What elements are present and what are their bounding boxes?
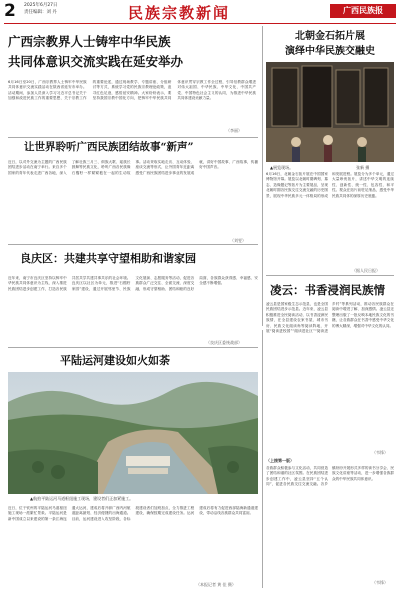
column-divider xyxy=(262,330,263,588)
masthead-rule xyxy=(4,23,396,24)
lead-article-credit: （李丽） xyxy=(226,128,242,133)
liangqing-headline: 良庆区：共建共享守望相助和谐家园 xyxy=(20,252,196,265)
section-divider xyxy=(8,347,258,348)
canal-credit: （本报记者 黄 佳 摄） xyxy=(196,582,236,587)
guangxi-voice-credit: （刘雯） xyxy=(230,238,246,243)
canal-aerial-photo xyxy=(8,372,258,494)
right-column-extra-body: 各族群众积极参与文化活动，共同营造了团结和谐的社区氛围。在民族团结进步创建工作中，凌云县坚持“五个认同”，促进各民族交往交流交融。各乡镇纷纷开展形式多样的读书分享会、民族文化讲座等活动，进一步增强各族群众的中华民族共同体意识。 xyxy=(266,466,394,487)
guangxi-voice-headline: 让世界聆听广西民族团结故事“新声” xyxy=(24,141,194,153)
liangqing-credit: （良庆区委统战部） xyxy=(206,340,242,345)
lead-article-body: 6月16日至20日，广西宗教界人士铸牢中华民族共同体意识交流实践活动在陕西省延安市举办。活动期间，参加人员深入学习习近平总书记关于加强和改进民族工作的重要思想、关于宗教工作的重要论述，通过现场教学、专题讲座、分组研讨等方式，系统学习党的民族宗教理论政策，追寻红色足迹，感悟延安精神。大家纷纷表示，要坚持我国宗教中国化方向，把铸牢中华民族共同体意识贯穿宗教工作全过程，引导信教群众增进对伟大祖国、中华民族、中华文化、中国共产党、中国特色社会主义的认同，为推进中华民族共同体建设贡献力量。 xyxy=(8,80,256,101)
exhibition-photo-caption: ▲展览现场。 xyxy=(270,165,294,170)
lead-headline-line1: 广西宗教界人士铸牢中华民族 xyxy=(8,34,171,49)
section-divider xyxy=(266,275,394,276)
lingyun-body: 凌云县是国家级生态示范县，也是全国民族团结进步示范县。近年来，凌云县积极推进全民阅读活动，以书香浸润民族情，在全县建设农家书屋、城市书房、民族文化阅读角等阅读阵地，开展“阅读进校园”“阅读进社区”“阅读进乡村”等系列活动，推动各民族群众在阅读中增进了解、加深感情。凌云县还整理出版了一批反映本地民族文化的书籍，让各族群众在书香中感受中华文化的博大精深，增强对中华文化的认同。 xyxy=(266,302,394,334)
section-divider xyxy=(8,244,258,245)
lead-headline-line2: 共同体意识交流实践在延安举办 xyxy=(8,54,184,69)
page-number: 2 xyxy=(4,1,16,21)
section-divider xyxy=(8,137,258,138)
exhibition-headline-line2: 演绎中华民族交融史 xyxy=(285,46,375,57)
canal-body: 近日，位于钦州的平陆运河马道枢纽施工现场一派繁忙景象。平陆运河是新中国成立以来建设的第一条江海连通大运河，建成后将开辟广西内河航道距离最短、经济便捷的出海通道。目前，运河建设进入攻坚阶段，各标段建设者们加班加点，全力推进工程建设，确保按期完成建设任务。运河建成后将有力促进西部陆海新通道建设，带动沿线各族群众共同富裕。 xyxy=(8,506,258,521)
exhibition-photo xyxy=(266,62,394,162)
exhibition-headline-line1: 北朝金石拓片展 xyxy=(295,31,365,42)
editor-credit: 责任编辑：刘 丹 xyxy=(24,10,57,15)
right-column-extra-credit: （韦锋） xyxy=(372,580,388,585)
canal-photo-caption: ▲航拍平陆运河马道枢纽施工现场，建设者们正加紧施工。 xyxy=(30,496,134,501)
continued-tag: （上接第一版） xyxy=(266,458,294,463)
exhibition-body: 6月16日，北朝金石拓片展在中国国家博物馆开幕。展览以北朝时期碑刻、墓志、造像题记等拓片为主要展品，呈现北朝时期各民族交往交流交融的历史图景，展现中华民族多元一体格局的形成和发展进程。展览分为多个单元，通过大量珍贵拓片，讲述中华文明的连续性、创新性、统一性、包容性、和平性。观众在拓片前驻足细品，感受中华民族共同体的深厚历史底蕴。 xyxy=(266,172,394,198)
lingyun-headline: 凌云：书香浸润民族情 xyxy=(270,283,385,297)
newspaper-brand: 广西民族报 xyxy=(330,4,396,18)
issue-date: 2025年6月27日 xyxy=(24,3,58,8)
masthead xyxy=(0,0,400,23)
exhibition-photo-credit: 张新 摄 xyxy=(356,165,370,170)
guangxi-voice-body: 近日，以对外交流为主题的广西民族团结进步活动在南宁举行。来自多个国家的青年代表走进广西各地，深入了解壮族三月三、侗族大歌、瑶族长鼓舞等民族文化，聆听广西各民族像石榴籽一样紧紧抱在一起的生动故事。活动采取实地走访、互动体验、座谈交流等形式，让外国青年近距离感受广西民族团结进步事业的发展成就，讲好中国故事、广西故事，传播好中国声音。 xyxy=(8,160,258,175)
section-title: 民族宗教新闻 xyxy=(128,4,231,22)
column-divider xyxy=(262,26,263,326)
lingyun-credit: （韦锋） xyxy=(372,450,388,455)
exhibition-credit: （据人民日报） xyxy=(352,268,380,273)
canal-headline: 平陆运河建设如火如荼 xyxy=(60,354,170,367)
liangqing-body: 近年来，南宁市良庆区坚持以铸牢中华民族共同体意识为主线，深入推进民族团结进步创建工作，打造各民族共居共学共建共事共乐的社会环境。良庆区以社区为单元，推进“石榴籽家园”建设，通过开展邻里节、民族文化展演、志愿服务等活动，促进各族群众广泛交往、全面交流、深度交融，形成守望相助、团结和睦的良好局面，各族群众获得感、幸福感、安全感不断增强。 xyxy=(8,276,258,291)
